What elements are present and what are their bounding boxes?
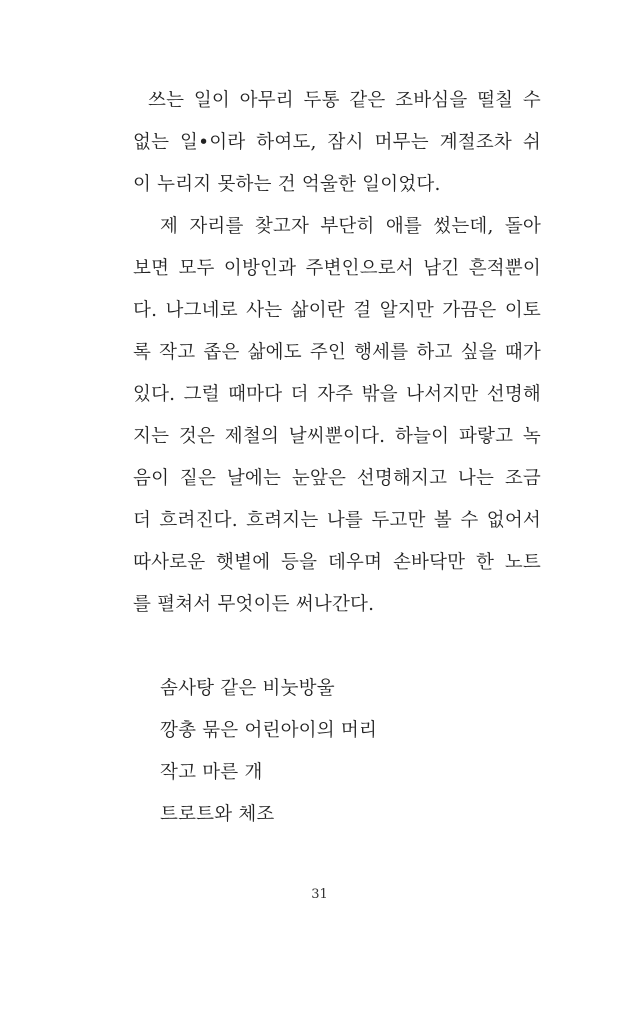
paragraph1-line-3: 이 누리지 못하는 건 억울한 일이었다.	[133, 174, 441, 195]
list-item-2: 깡총 묶은 어린아이의 머리	[160, 720, 378, 741]
paragraph2-line-4: 록 작고 좁은 삶에도 주인 행세를 하고 싶을 때가	[133, 342, 541, 363]
paragraph2-line-10: 를 펼쳐서 무엇이든 써나간다.	[133, 594, 375, 615]
paragraph2-line-7: 음이 짙은 날에는 눈앞은 선명해지고 나는 조금	[133, 468, 541, 489]
paragraph2-line-6: 지는 것은 제철의 날씨뿐이다. 하늘이 파랗고 녹	[133, 426, 541, 447]
list-item-4: 트로트와 체조	[160, 804, 275, 825]
paragraph2-line-9: 따사로운 햇볕에 등을 데우며 손바닥만 한 노트	[133, 552, 541, 573]
paragraph2-line-1: 제 자리를 찾고자 부단히 애를 썼는데, 돌아	[160, 216, 541, 237]
list-item-3: 작고 마른 개	[160, 762, 263, 783]
paragraph2-line-2: 보면 모두 이방인과 주변인으로서 남긴 흔적뿐이	[133, 258, 541, 279]
paragraph2-line-3: 다. 나그네로 사는 삶이란 걸 알지만 가끔은 이토	[133, 300, 541, 321]
list-item-1: 솜사탕 같은 비눗방울	[160, 678, 335, 699]
paragraph2-line-5: 있다. 그럴 때마다 더 자주 밖을 나서지만 선명해	[133, 384, 541, 405]
page-number: 31	[311, 887, 328, 902]
paragraph2-line-8: 더 흐려진다. 흐려지는 나를 두고만 볼 수 없어서	[133, 510, 541, 531]
paragraph1-line-2: 없는 일•이라 하여도, 잠시 머무는 계절조차 쉬	[133, 132, 541, 153]
paragraph1-line-1: 쓰는 일이 아무리 두통 같은 조바심을 떨칠 수	[148, 90, 541, 111]
